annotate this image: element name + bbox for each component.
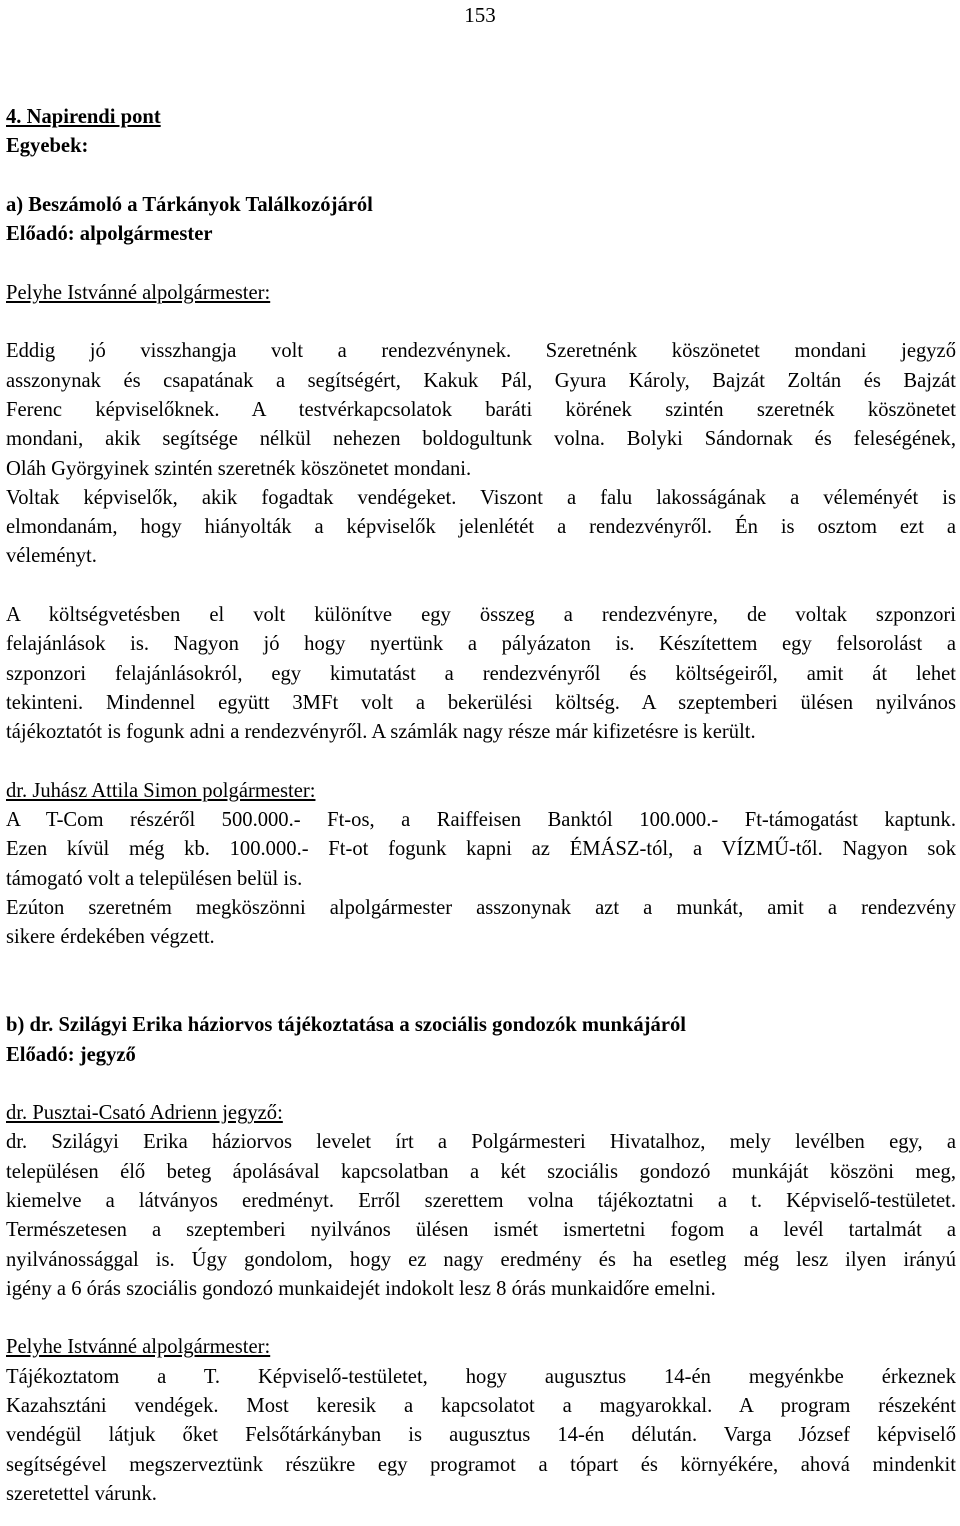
item-b-presenter: Előadó: jegyző	[6, 1043, 136, 1066]
text-line: véleményt.	[6, 545, 97, 568]
text-line: Ferenc képviselőknek. A testvérkapcsolatok baráti körének szintén szeretnék köszönetet	[6, 398, 956, 421]
agenda-heading: 4. Napirendi pont	[6, 106, 161, 128]
text-line: segítségével megszerveztünk részükre egy programot a tópart és környékére, ahová mindenkit	[6, 1453, 956, 1476]
text-line: mondani, akik segítsége nélkül nehezen boldogultunk volna. Bolyki Sándornak és feleségének,	[6, 428, 956, 451]
text-line: elmondanám, hogy hiányolták a képviselők jelenlétét a rendezvényről. Én is osztom ezt a	[6, 516, 956, 539]
text-line: sikere érdekében végzett.	[6, 926, 215, 949]
text-line: Eddig jó visszhangja volt a rendezvénynek. Szeretnénk köszönetet mondani jegyző	[6, 340, 956, 363]
item-a-title: a) Beszámoló a Tárkányok Találkozójáról	[6, 193, 373, 216]
agenda-subheading: Egyebek:	[6, 135, 89, 158]
item-a-presenter: Előadó: alpolgármester	[6, 223, 213, 246]
text-line: Oláh Györgyinek szintén szeretnék köszönetet mondani.	[6, 457, 472, 480]
item-a-speaker2: dr. Juhász Attila Simon polgármester:	[6, 779, 316, 802]
text-line: A költségvetésben el volt különítve egy összeg a rendezvényre, de voltak szponzori	[6, 604, 956, 627]
text-line: Ezúton szeretném megköszönni alpolgármester asszonynak azt a munkát, amit a rendezvény	[6, 897, 956, 920]
item-b-speaker1: dr. Pusztai-Csató Adrienn jegyző:	[6, 1102, 283, 1125]
item-a-paragraph2	[6, 601, 956, 747]
text-line: tájékoztatót is fogunk adni a rendezvényről. A számlák nagy része már kifizetésre is került.	[6, 721, 756, 744]
text-line: Voltak képviselők, akik fogadtak vendégeket. Viszont a falu lakosságának a véleményét is	[6, 486, 956, 509]
item-b-paragraph1	[6, 1128, 956, 1304]
document-body	[6, 103, 956, 1509]
item-a-paragraph1	[6, 337, 956, 571]
text-line: igény a 6 órás szociális gondozó munkaidejét indokolt lesz 8 órás munkaidőre emelni.	[6, 1277, 716, 1300]
text-line: szeretettel várunk.	[6, 1482, 157, 1505]
text-line: Ezen kívül még kb. 100.000.- Ft-ot fogunk kapni az ÉMÁSZ-tól, a VÍZMŰ-től. Nagyon sok	[6, 838, 956, 861]
text-line: A T-Com részéről 500.000.- Ft-os, a Raiffeisen Banktól 100.000.- Ft-támogatást kaptunk.	[6, 809, 956, 832]
text-line: nyilvánossággal is. Úgy gondolom, hogy ez nagy eredmény és ha esetleg még lesz ilyen irányú	[6, 1248, 956, 1271]
text-line: tekinteni. Mindennel együtt 3MFt volt a bekerülési költség. A szeptemberi ülésen nyilvános	[6, 691, 956, 714]
text-line: asszonynak és csapatának a segítségért, Kakuk Pál, Gyura Károly, Bajzát Zoltán és Bajzát	[6, 369, 956, 392]
text-line: támogató volt a településen belül is.	[6, 867, 303, 890]
text-line: vendégül látjuk őket Felsőtárkányban is augusztus 14-én délután. Varga József képviselő	[6, 1424, 956, 1447]
text-line: felajánlások is. Nagyon jó hogy nyertünk a pályázaton is. Készítettem egy felsorolást a	[6, 633, 956, 656]
text-line: Tájékoztatom a T. Képviselő-testületet, hogy augusztus 14-én megyénkbe érkeznek	[6, 1365, 956, 1388]
text-line: szponzori felajánlásokról, egy kimutatást a rendezvényről és költségeiről, amit át lehet	[6, 662, 956, 685]
text-line: Kazahsztáni vendégek. Most keresik a kapcsolatot a magyarokkal. A program részeként	[6, 1395, 956, 1418]
text-line: kiemelve a látványos eredményt. Erről szerettem volna tájékoztatni a t. Képviselő-testületet.	[6, 1189, 956, 1212]
item-a-paragraph3	[6, 806, 956, 952]
text-line: Természetesen a szeptemberi nyilvános ülésen ismét ismertetni fogom a levél tartalmát a	[6, 1219, 956, 1242]
item-b-speaker2: Pelyhe Istvánné alpolgármester:	[6, 1336, 271, 1359]
item-b-paragraph2	[6, 1363, 956, 1509]
text-line: településen élő beteg ápolásával kapcsolatban a két szociális gondozó munkáját köszöni meg,	[6, 1160, 956, 1183]
page-number: 153	[464, 3, 496, 27]
item-a-speaker1: Pelyhe Istvánné alpolgármester:	[6, 281, 271, 304]
text-line: dr. Szilágyi Erika háziorvos levelet írt a Polgármesteri Hivatalhoz, mely levélben egy, a	[6, 1131, 956, 1154]
item-b-title: b) dr. Szilágyi Erika háziorvos tájékoztatása a szociális gondozók munkájáról	[6, 1014, 686, 1037]
